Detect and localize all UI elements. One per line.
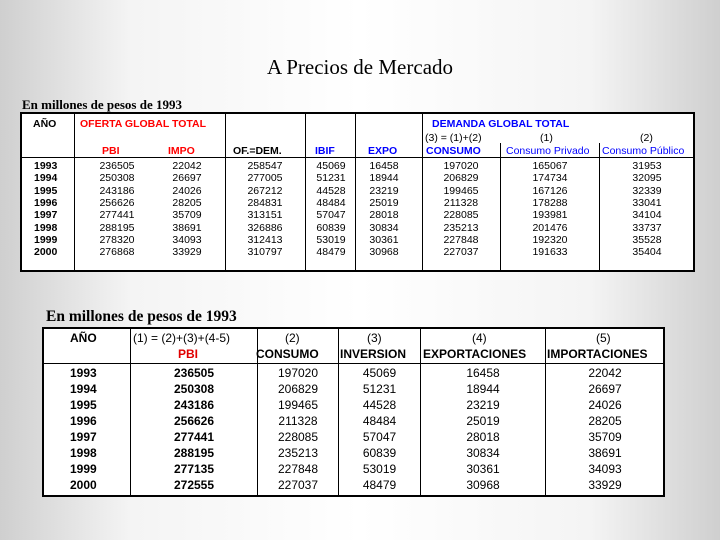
table-cell: 227037 [443, 246, 479, 259]
table-cell: 2000 [70, 478, 97, 492]
table-cell: 1996 [34, 197, 58, 210]
table-cell: 312413 [247, 234, 283, 247]
table-cell: 28018 [466, 430, 500, 444]
table-cell: 197020 [443, 160, 479, 172]
table-cell: 28205 [588, 414, 622, 428]
expo-header: EXPO [368, 145, 398, 157]
impo-header: IMPO [168, 145, 195, 157]
importaciones-header: IMPORTACIONES [547, 347, 648, 361]
table-cell: 26697 [588, 382, 622, 396]
of-dem-column [227, 160, 303, 259]
table-cell: 32339 [632, 184, 662, 197]
table-cell: 326886 [247, 221, 283, 234]
table-cell: 288195 [173, 446, 215, 460]
exportaciones-number: (4) [472, 331, 487, 345]
oferta-header: OFERTA GLOBAL TOTAL [80, 118, 206, 130]
table-cell: 24026 [588, 398, 622, 412]
pbi-column [82, 160, 152, 259]
consumo-number: (2) [285, 331, 300, 345]
table-cell: 30834 [369, 221, 399, 234]
table-cell: 18944 [369, 172, 399, 185]
of-dem-header: OF.=DEM. [233, 145, 282, 157]
table-cell: 35709 [588, 430, 622, 444]
table-cell: 30968 [466, 478, 500, 492]
table-cell: 48484 [316, 197, 346, 210]
table-cell: 228085 [277, 430, 319, 444]
table-cell: 1998 [34, 221, 58, 234]
year-header: AÑO [70, 331, 97, 345]
table-cell: 1997 [70, 430, 97, 444]
ibif-column [307, 160, 355, 259]
public-number: (2) [640, 132, 653, 144]
table-cell: 45069 [316, 160, 346, 172]
table-cell: 44528 [316, 184, 346, 197]
table-cell: 23219 [369, 184, 399, 197]
table-cell: 178288 [532, 197, 568, 210]
year-column [70, 365, 97, 493]
table-cell: 1994 [34, 172, 58, 185]
slide-title: A Precios de Mercado [266, 55, 454, 79]
table-cell: 199465 [277, 398, 319, 412]
table-cell: 22042 [588, 366, 622, 380]
table-cell: 35709 [172, 209, 202, 222]
table-cell: 192320 [532, 234, 568, 247]
table-cell: 206829 [443, 172, 479, 185]
table-cell: 33737 [632, 221, 662, 234]
inversion-number: (3) [367, 331, 382, 345]
table-cell: 201476 [532, 221, 568, 234]
table-cell: 1994 [70, 382, 97, 396]
table-cell: 30968 [369, 246, 399, 259]
public-column [601, 160, 693, 259]
demanda-header: DEMANDA GLOBAL TOTAL [432, 118, 570, 130]
table-cell: 235213 [443, 221, 479, 234]
consumo-column [259, 365, 337, 493]
consumo-formula: (3) = (1)+(2) [425, 132, 482, 144]
table-cell: 33929 [588, 478, 622, 492]
table-cell: 191633 [532, 246, 568, 259]
table-cell: 1995 [34, 184, 58, 197]
table-cell: 30361 [466, 462, 500, 476]
table-cell: 277441 [173, 430, 215, 444]
table-cell: 26697 [172, 172, 202, 185]
table-cell: 272555 [173, 478, 215, 492]
table-cell: 277005 [247, 172, 283, 185]
table-cell: 256626 [173, 414, 215, 428]
table-cell: 57047 [316, 209, 346, 222]
expo-column [356, 160, 412, 259]
table-cell: 197020 [277, 366, 319, 380]
table-cell: 284831 [247, 197, 283, 210]
table-cell: 256626 [99, 197, 135, 210]
table-cell: 235213 [277, 446, 319, 460]
table-cell: 31953 [632, 160, 662, 172]
table-cell: 310797 [247, 246, 283, 259]
table1-caption: En millones de pesos de 1993 [22, 97, 182, 112]
pbi-header: PBI [102, 145, 120, 157]
pbi-header: PBI [178, 347, 199, 361]
private-column [502, 160, 598, 259]
table-cell: 193981 [532, 209, 568, 222]
impo-column [152, 160, 222, 259]
table2-caption: En millones de pesos de 1993 [46, 308, 237, 325]
exportaciones-header: EXPORTACIONES [423, 347, 527, 361]
expenditure-table [42, 327, 665, 497]
table-cell: 227848 [443, 234, 479, 247]
exportaciones-column [422, 365, 544, 493]
table-cell: 174734 [532, 172, 568, 185]
pbi-formula: (1) = (2)+(3)+(4-5) [133, 331, 231, 345]
table-cell: 1993 [70, 366, 97, 380]
table-cell: 277135 [173, 462, 215, 476]
table-cell: 24026 [172, 184, 202, 197]
table-cell: 35404 [632, 246, 662, 259]
table-cell: 258547 [247, 160, 283, 172]
table-cell: 60839 [362, 446, 397, 460]
table-cell: 45069 [362, 366, 397, 380]
table-cell: 38691 [172, 221, 202, 234]
inversion-column [340, 365, 419, 493]
table-cell: 211328 [443, 197, 479, 210]
consumo-header: CONSUMO [256, 347, 319, 361]
table-cell: 28205 [172, 197, 202, 210]
year-header: AÑO [33, 118, 57, 130]
table-cell: 313151 [247, 209, 283, 222]
private-header: Consumo Privado [506, 145, 590, 157]
table-cell: 236505 [173, 366, 215, 380]
table-cell: 28018 [369, 209, 399, 222]
private-number: (1) [540, 132, 553, 144]
table-cell: 53019 [362, 462, 397, 476]
table-cell: 1995 [70, 398, 97, 412]
table-cell: 1996 [70, 414, 97, 428]
inversion-header: INVERSION [340, 347, 407, 361]
table-cell: 34104 [632, 209, 662, 222]
table-cell: 16458 [466, 366, 500, 380]
consumo-header: CONSUMO [426, 145, 481, 157]
table-cell: 60839 [316, 221, 346, 234]
table-cell: 1997 [34, 209, 58, 222]
table-cell: 199465 [443, 184, 479, 197]
table-cell: 18944 [466, 382, 500, 396]
table-cell: 25019 [369, 197, 399, 210]
consumo-column [424, 160, 498, 259]
table-cell: 34093 [588, 462, 622, 476]
table-cell: 227037 [277, 478, 319, 492]
table-cell: 1993 [34, 160, 58, 172]
table-cell: 206829 [277, 382, 319, 396]
table-cell: 48479 [362, 478, 397, 492]
table-cell: 30361 [369, 234, 399, 247]
table-cell: 243186 [173, 398, 215, 412]
table-cell: 35528 [632, 234, 662, 247]
table-cell: 22042 [172, 160, 202, 172]
table-cell: 33929 [172, 246, 202, 259]
table-cell: 1998 [70, 446, 97, 460]
table-cell: 48484 [362, 414, 397, 428]
table-cell: 243186 [99, 184, 135, 197]
table-cell: 30834 [466, 446, 500, 460]
year-column [34, 160, 57, 259]
table-cell: 250308 [173, 382, 215, 396]
public-header: Consumo Público [602, 145, 685, 157]
importaciones-number: (5) [596, 331, 611, 345]
table-cell: 16458 [369, 160, 399, 172]
table-cell: 250308 [99, 172, 135, 185]
table-cell: 2000 [34, 246, 58, 259]
table-cell: 276868 [99, 246, 135, 259]
table-cell: 1999 [70, 462, 97, 476]
table-cell: 278320 [99, 234, 135, 247]
table-cell: 23219 [466, 398, 500, 412]
table-cell: 51231 [316, 172, 346, 185]
table-cell: 211328 [278, 414, 318, 428]
table-cell: 167126 [532, 184, 568, 197]
ibif-header: IBIF [315, 145, 335, 157]
table-cell: 227848 [277, 462, 319, 476]
table-cell: 34093 [172, 234, 202, 247]
table-cell: 228085 [443, 209, 479, 222]
table-cell: 51231 [362, 382, 397, 396]
table-cell: 165067 [532, 160, 568, 172]
table-cell: 33041 [632, 197, 662, 210]
table-cell: 53019 [316, 234, 346, 247]
pbi-column [132, 365, 256, 493]
table-cell: 57047 [362, 430, 397, 444]
table-cell: 44528 [362, 398, 397, 412]
table-cell: 288195 [99, 221, 135, 234]
table-cell: 38691 [588, 446, 622, 460]
table-cell: 1999 [34, 234, 58, 247]
supply-demand-table [20, 112, 695, 272]
table-cell: 236505 [99, 160, 135, 172]
table-cell: 25019 [466, 414, 500, 428]
table-cell: 267212 [247, 184, 283, 197]
importaciones-column [547, 365, 663, 493]
table-cell: 32095 [632, 172, 662, 185]
table-cell: 277441 [99, 209, 135, 222]
table-cell: 48479 [316, 246, 346, 259]
